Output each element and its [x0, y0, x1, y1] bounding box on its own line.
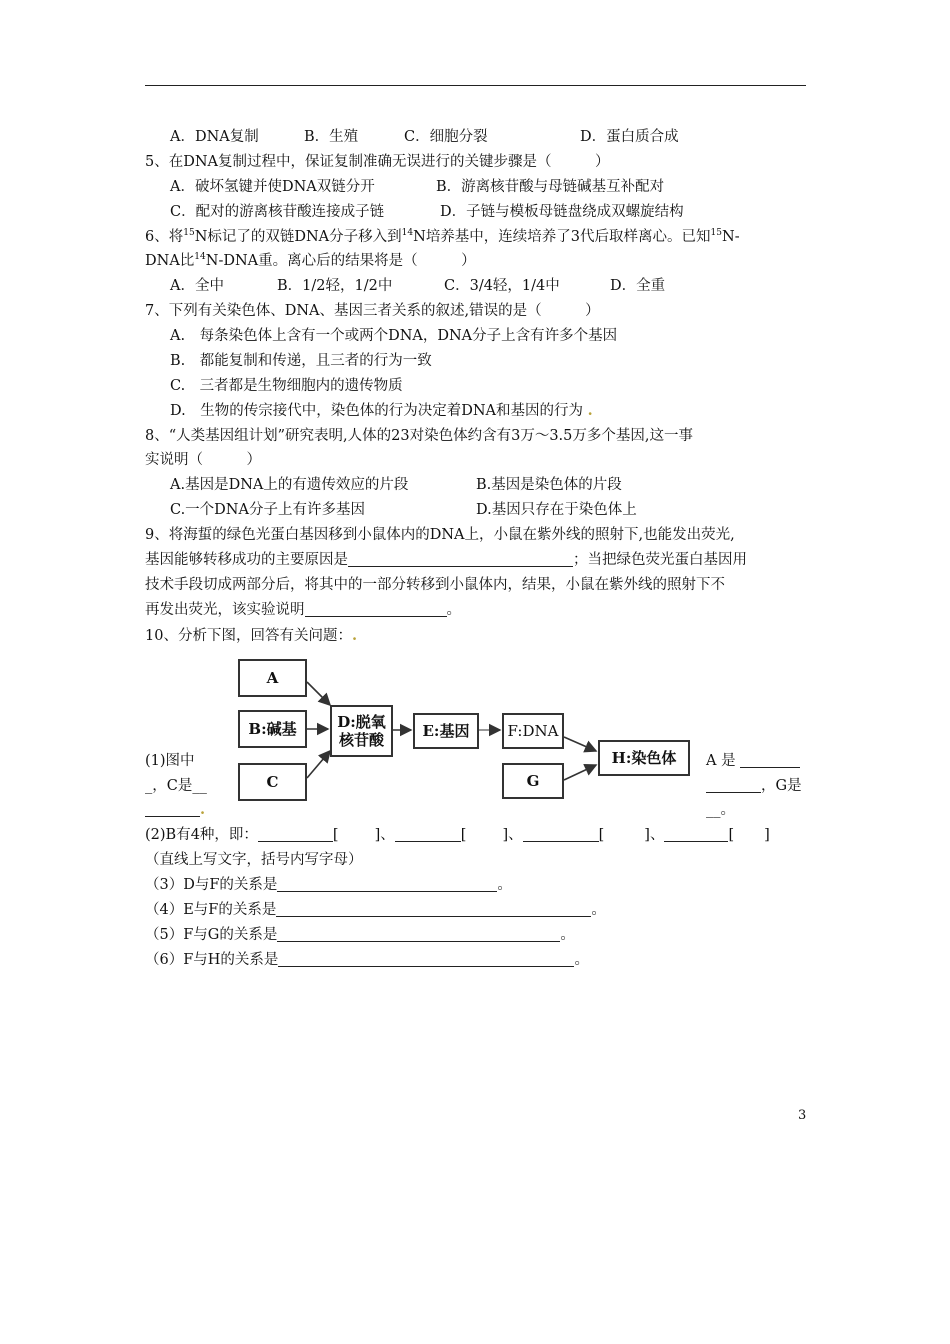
q5-option-a: A．破坏氢键并使DNA双链分开: [170, 179, 375, 195]
q9-text: 基因能够转移成功的主要原因是: [145, 552, 348, 568]
separator: 、: [380, 827, 395, 843]
q6-stem-line2: [145, 251, 476, 271]
q9-line4: [145, 600, 461, 620]
q8-stem-line1: 8、“人类基因组计划”研究表明,人体的23对染色体约含有3万～3.5万多个基因,这一事: [145, 428, 694, 444]
q6-superscript: 15: [710, 228, 722, 238]
q10-s1-text: ，G是: [761, 778, 802, 794]
q10-s3-blank[interactable]: [277, 876, 497, 892]
bracket: ]: [374, 827, 381, 843]
q10-s1-right-line2: [706, 776, 802, 796]
q10-s1-left-line1: (1)图中: [145, 753, 195, 769]
q8-option-a: A.基因是DNA上的有遗传效应的片段: [170, 477, 409, 493]
q8-option-d: D.基因只存在于染色体上: [476, 502, 637, 518]
box-e-gene: E:基因: [413, 713, 479, 749]
q7-option-b: B. 都能复制和传递，且三者的行为一致: [170, 353, 432, 369]
q7-option-c: C. 三者都是生物细胞内的遗传物质: [170, 378, 403, 394]
box-b-base: B:碱基: [238, 710, 307, 748]
q10-s1-text: _，C是__: [145, 778, 207, 794]
q10-s1-right-line3: __。: [706, 802, 735, 818]
q4-option-b: B．生殖: [304, 129, 359, 145]
q6-text: DNA比: [145, 253, 195, 269]
q4-option-c: C．细胞分裂: [404, 129, 488, 145]
q4-option-a: A．DNA复制: [170, 129, 259, 145]
q4-option-d: D．蛋白质合成: [580, 129, 679, 145]
bracket: [: [332, 827, 339, 843]
bracket: [: [460, 827, 467, 843]
q9-text: 。: [446, 602, 461, 618]
box-d-label-line2: 核苷酸: [338, 731, 384, 749]
separator: 、: [649, 827, 665, 843]
box-f-dna: F:DNA: [502, 713, 564, 749]
q10-s4-blank[interactable]: [276, 901, 591, 917]
page-number: 3: [798, 1108, 807, 1123]
box-g: G: [502, 763, 564, 799]
period: 。: [560, 927, 575, 943]
arrow-c-to-d: [307, 751, 330, 778]
q6-text: N培养基中，连续培养了3代后取样离心。已知: [413, 229, 711, 245]
period: 。: [574, 952, 589, 968]
q10-s5-text: （5）F与G的关系是: [145, 927, 278, 943]
box-d-deoxynucleotide: [330, 705, 393, 757]
q7-option-d: D. 生物的传宗接代中，染色体的行为决定着DNA和基因的行为: [170, 403, 583, 419]
q6-stem-line1: [145, 227, 740, 247]
period: 。: [497, 877, 512, 893]
q8-stem-line2: 实说明（ ）: [145, 452, 261, 468]
q7-option-a: A. 每条染色体上含有一个或两个DNA，DNA分子上含有许多个基因: [170, 328, 618, 344]
q6-text: N-: [722, 229, 740, 245]
q6-superscript: 14: [194, 252, 206, 262]
q9-line3: 技术手段切成两部分后，将其中的一部分转移到小鼠体内，结果，小鼠在紫外线的照射下不: [145, 577, 725, 593]
q8-option-c: C.一个DNA分子上有许多基因: [170, 502, 365, 518]
q10-s5-blank[interactable]: [277, 926, 560, 942]
q10-s3-line: [145, 875, 512, 895]
q9-blank-2[interactable]: [305, 601, 447, 617]
q6-option-b: B．1/2轻，1/2中: [277, 278, 393, 294]
q10-s4-line: [145, 900, 606, 920]
decorative-dot: .: [200, 801, 206, 818]
q7-option-d-line: [170, 401, 593, 421]
gene-relationship-diagram: [236, 655, 702, 805]
decorative-dot: .: [587, 402, 593, 419]
box-c: C: [238, 763, 307, 801]
q8-row2: [170, 500, 637, 520]
q10-s1-text: A 是: [706, 753, 736, 769]
bracket: ]: [644, 827, 650, 843]
q10-s2-note: （直线上写文字，括号内写字母）: [145, 852, 363, 868]
q10-s6-text: （6）F与H的关系是: [145, 952, 279, 968]
q10-s2-line: [145, 825, 770, 845]
q6-option-c: C．3/4轻，1/4中: [444, 278, 560, 294]
q5-stem: 5、在DNA复制过程中，保证复制准确无误进行的关键步骤是（ ）: [145, 154, 610, 170]
q6-text: N-DNA重。离心后的结果将是（ ）: [205, 253, 476, 269]
box-a: A: [238, 659, 307, 697]
q6-option-a: A．全中: [170, 278, 224, 294]
q9-text: 再发出荧光，该实验说明: [145, 602, 305, 618]
q10-stem-line: [145, 626, 357, 646]
q6-option-d: D．全重: [610, 278, 666, 294]
q10-s2-blank-3[interactable]: [523, 826, 599, 842]
q8-option-b: B.基因是染色体的片段: [476, 477, 622, 493]
period: 。: [591, 902, 606, 918]
q5-option-b: B．游离核苷酸与母链碱基互补配对: [436, 179, 665, 195]
q5-row1: [170, 177, 664, 197]
q10-s1-left-line3: [145, 800, 205, 820]
q9-line1: 9、将海蜇的绿色光蛋白基因移到小鼠体内的DNA上，小鼠在紫外线的照射下,也能发出荧光,: [145, 527, 735, 543]
bracket: ]: [502, 827, 509, 843]
q6-text: N标记了的双链DNA分子移入到: [194, 229, 402, 245]
q7-stem: 7、下列有关染色体、DNA、基因三者关系的叙述,错误的是（ ）: [145, 303, 600, 319]
bracket: ]: [764, 827, 770, 843]
q8-row1: [170, 475, 622, 495]
arrow-f-to-h: [564, 737, 596, 751]
q10-s6-blank[interactable]: [278, 951, 574, 967]
q10-s2-text: (2)B有4种，即：: [145, 827, 258, 843]
q10-s1-right-line1: [706, 751, 800, 771]
q6-superscript: 14: [401, 228, 414, 238]
q5-option-d: D．子链与模板母链盘绕成双螺旋结构: [440, 204, 684, 220]
q5-row2: [170, 202, 684, 222]
q9-text: ；当把绿色荧光蛋白基因用: [573, 552, 747, 568]
bracket: [: [728, 827, 735, 843]
q10-s5-line: [145, 925, 575, 945]
box-h-chromosome: H:染色体: [598, 740, 690, 776]
q9-line2: [145, 550, 747, 570]
header-rule: [145, 85, 806, 86]
q6-superscript: 15: [183, 228, 195, 238]
q10-s3-text: （3）D与F的关系是: [145, 877, 278, 893]
q10-s2-blank-2[interactable]: [395, 826, 461, 842]
q10-s2-blank-1[interactable]: [258, 826, 333, 842]
q6-options: [170, 276, 665, 296]
q9-blank-1[interactable]: [348, 551, 573, 567]
arrow-a-to-d: [307, 682, 330, 705]
q10-stem: 10、分析下图，回答有关问题：: [145, 628, 352, 644]
separator: 、: [508, 827, 523, 843]
arrow-g-to-h: [564, 765, 596, 780]
q4-options: [170, 127, 679, 147]
q10-s2-blank-4[interactable]: [664, 826, 728, 842]
q10-blank-c[interactable]: [145, 801, 200, 817]
q6-text: 6、将: [145, 229, 184, 245]
q10-blank-a[interactable]: [740, 752, 800, 768]
q10-s6-line: [145, 950, 589, 970]
decorative-dot: .: [351, 627, 358, 644]
q10-s1-left-line2: [145, 776, 207, 796]
box-d-label-line1: D:脱氧: [337, 713, 386, 731]
q10-blank-a-cont[interactable]: [706, 777, 761, 793]
q5-option-c: C．配对的游离核苷酸连接成子链: [170, 204, 385, 220]
q10-s4-text: （4）E与F的关系是: [145, 902, 277, 918]
bracket: [: [598, 827, 605, 843]
